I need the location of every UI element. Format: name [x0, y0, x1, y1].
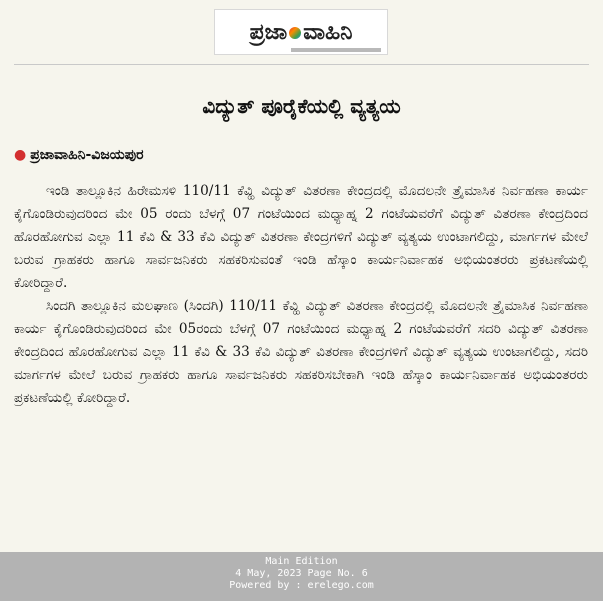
byline-text: ಪ್ರಜಾವಾಹಿನಿ-ವಿಜಯಪುರ [30, 147, 144, 163]
bullet-icon: ● [14, 147, 27, 163]
byline [14, 147, 144, 163]
logo-text [250, 20, 353, 45]
logo-globe-icon [289, 27, 301, 39]
footer [0, 552, 603, 601]
article-body [14, 180, 588, 410]
divider [14, 64, 589, 65]
article-paragraph: ಸಿಂದಗಿ ತಾಲ್ಲೂಕಿನ ಮಲಘಾಣ (ಸಿಂದಗಿ) 110/11 ಕೆವ್ಹಿ ವಿದ್ಯುತ್ ವಿತರಣಾ ಕೇಂದ್ರದಲ್ಲಿ ಮೊದಲನೇ ತ್ರೈಮಾಸಿಕ ನಿರ್ವಹಣಾ ಕಾರ್ಯ ಕೈಗೊಂಡಿರುವುದರಿಂದ ಮೇ 05ರಂದು ಬೆಳಗ್ಗೆ 07 ಗಂಟೆಯಿಂದ ಮಧ್ಯಾಹ್ನ 2 ಗಂಟೆಯವರೆಗೆ ಸದರಿ ವಿದ್ಯುತ್ ವಿತರಣಾ ಕೇಂದ್ರದಿಂದ ಹೊರಹೋಗುವ ಎಲ್ಲಾ 11 ಕೆವಿ & 33 ಕೆವಿ ವಿದ್ಯುತ್ ವಿತರಣಾ ಕೇಂದ್ರಗಳಿಗೆ ವಿದ್ಯುತ್ ವ್ಯತ್ಯಯ ಉಂಟಾಗಲಿದ್ದು, ಸದರಿ ಮಾರ್ಗಗಳ ಮೇಲೆ ಬರುವ ಗ್ರಾಹಕರು ಹಾಗೂ ಸಾರ್ವಜನಿಕರು ಸಹಕರಿಸಬೇಕಾಗಿ ಇಂಡಿ ಹೆಸ್ಕಾಂ ಕಾರ್ಯನಿರ್ವಾಹಕ ಅಭಿಯಂತರರು ಪ್ರಕಟಣೆಯಲ್ಲಿ ಕೋರಿದ್ದಾರೆ. [14, 298, 588, 406]
logo-text-right: ವಾಹಿನಿ [303, 19, 353, 45]
article-paragraph: ಇಂಡಿ ತಾಲ್ಲೂಕಿನ ಹಿರೇಮಸಳಿ 110/11 ಕೆವ್ಹಿ ವಿದ್ಯುತ್ ವಿತರಣಾ ಕೇಂದ್ರದಲ್ಲಿ ಮೊದಲನೇ ತ್ರೈಮಾಸಿಕ ನಿರ್ವಹಣಾ ಕಾರ್ಯ ಕೈಗೊಂಡಿರುವುದರಿಂದ ಮೇ 05 ರಂದು ಬೆಳಗ್ಗೆ 07 ಗಂಟೆಯಿಂದ ಮಧ್ಯಾಹ್ನ 2 ಗಂಟೆಯವರೆಗೆ ವಿದ್ಯುತ್ ವಿತರಣಾ ಕೇಂದ್ರದಿಂದ ಹೊರಹೋಗುವ ಎಲ್ಲಾ 11 ಕೆವಿ & 33 ಕೆವಿ ವಿದ್ಯುತ್ ವಿತರಣಾ ಕೇಂದ್ರಗಳಿಗೆ ವಿದ್ಯುತ್ ವ್ಯತ್ಯಯ ಉಂಟಾಗಲಿದ್ದು, ಮಾರ್ಗಗಳ ಮೇಲೆ ಬರುವ ಗ್ರಾಹಕರು ಹಾಗೂ ಸಾರ್ವಜನಿಕರು ಸಹಕರಿಸುವಂತೆ ಇಂಡಿ ಹೆಸ್ಕಾಂ ಕಾರ್ಯನಿರ್ವಾಹಕ ಅಭಿಯಂತರರು ಪ್ರಕಟಣೆಯಲ್ಲಿ ಕೋರಿದ್ದಾರೆ. [14, 183, 588, 291]
logo-text-left: ಪ್ರಜಾ [249, 19, 288, 45]
logo-tagline-bar [291, 48, 381, 52]
newspaper-logo [214, 9, 388, 55]
footer-powered-by[interactable]: Powered by : erelego.com [229, 580, 374, 591]
footer-date-page: 4 May, 2023 Page No. 6 [235, 568, 368, 579]
masthead [0, 0, 603, 64]
article-headline: ವಿದ್ಯುತ್ ಪೂರೈಕೆಯಲ್ಲಿ ವ್ಯತ್ಯಯ [202, 94, 401, 118]
footer-edition: Main Edition [265, 556, 338, 567]
